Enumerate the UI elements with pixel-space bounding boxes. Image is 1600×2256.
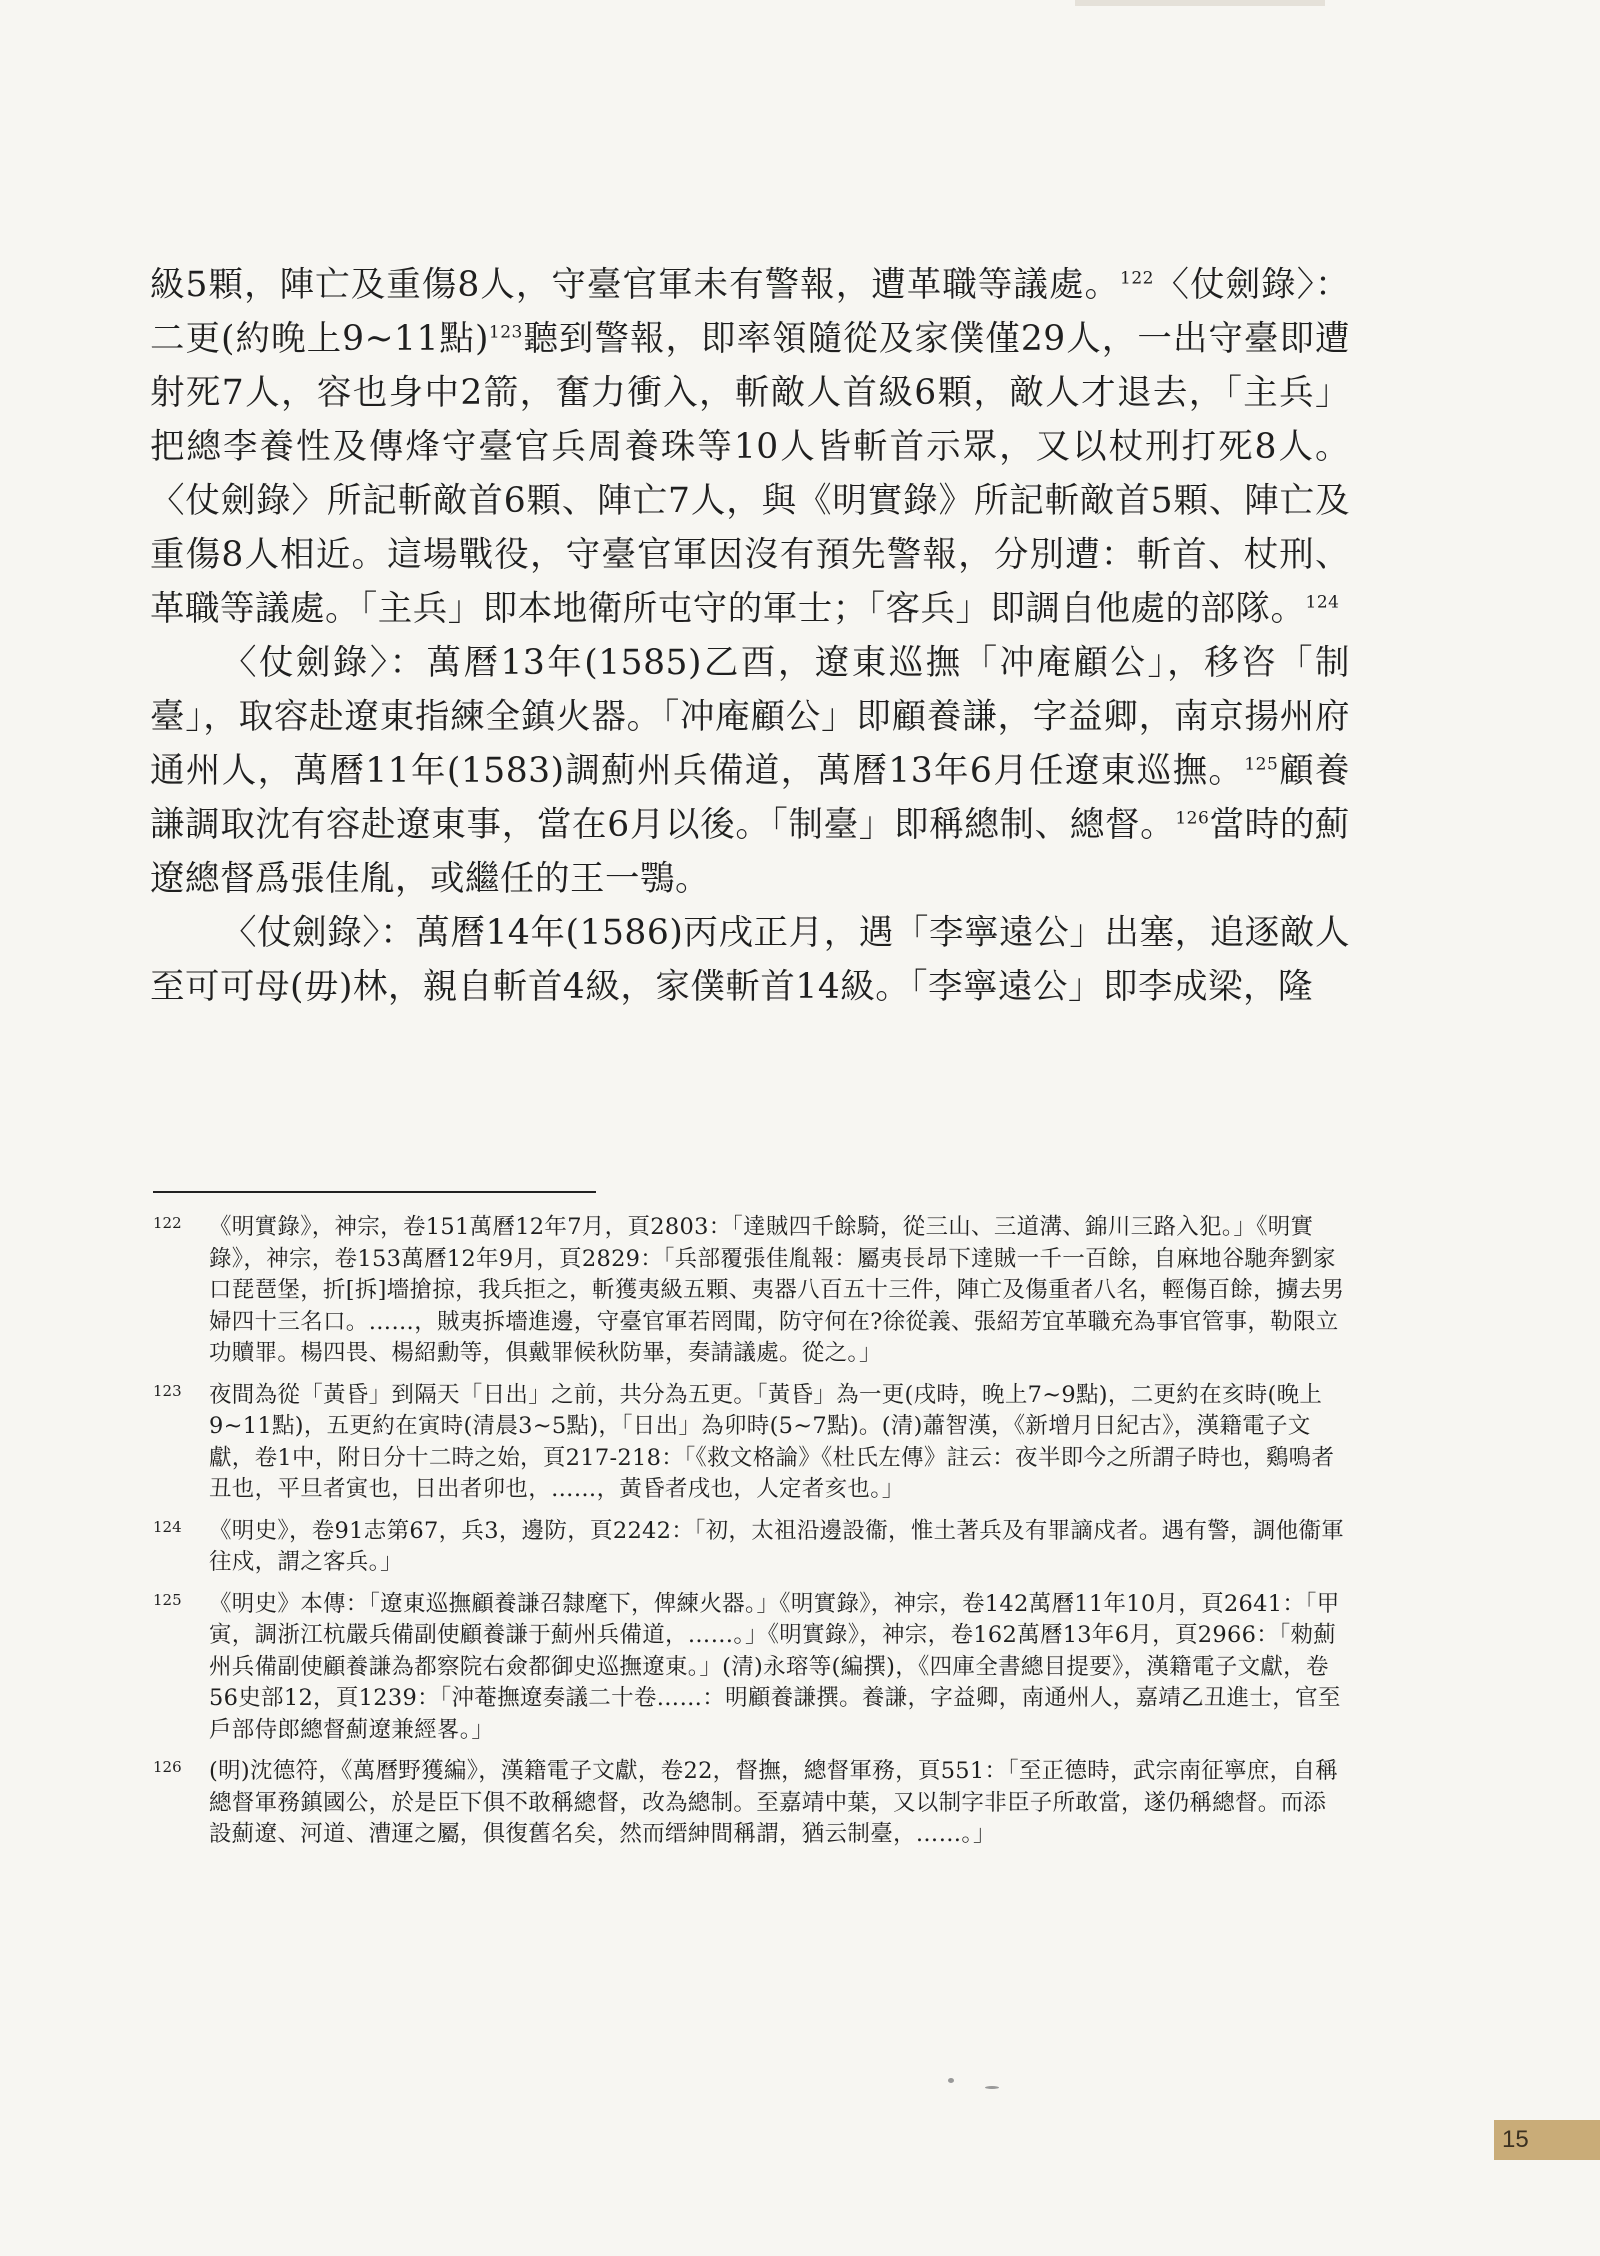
footnote-number: 125 xyxy=(153,1590,182,1609)
footnote-text: (明)沈德符，《萬曆野獲編》，漢籍電子文獻，卷22，督撫，總督軍務，頁551：「至正德時，武宗南征寧庶，自稱總督軍務鎮國公，於是臣下俱不敢稱總督，改為總制。至嘉靖中葉，又以制字非臣子所敢當，遂仍稱總督。而添設薊遼、河道、漕運之屬，俱復舊名矣，然而缙紳間稱謂，猶云制臺，……。」 xyxy=(209,1758,1339,1847)
footnote-ref-126[interactable]: 126 xyxy=(1175,808,1210,829)
footnote-text: 《明實錄》，神宗，卷151萬曆12年7月，頁2803：「達賊四千餘騎，從三山、三道溝、錦川三路入犯。」《明實錄》，神宗，卷153萬曆12年9月，頁2829：「兵部覆張佳胤報：屬夷長昂下達賊一千一百餘，自麻地谷馳奔劉家口琵琶堡，折[拆]墻搶掠，我兵拒之，斬獲夷級五顆、夷器八百五十三件，陣亡及傷重者八名，輕傷百餘，擄去男婦四十三名口。……，賊夷拆墻進邊，守臺官軍若罔聞，防守何在?徐從義、張紹芳宜革職充為事官管事，勒限立功贖罪。楊四畏、楊紹勳等，俱戴罪候秋防畢，奏請議處。從之。」 xyxy=(209,1214,1345,1366)
footnote-ref-123[interactable]: 123 xyxy=(488,322,523,343)
footnote-divider xyxy=(153,1191,596,1193)
footnote-item xyxy=(153,1756,1348,1851)
paragraph-1 xyxy=(150,258,1350,636)
footnote-item xyxy=(153,1380,1348,1506)
footnote-number: 123 xyxy=(153,1381,182,1400)
page-number: 15 xyxy=(1502,2126,1529,2153)
footnote-ref-124[interactable]: 124 xyxy=(1305,592,1340,613)
footnote-item xyxy=(153,1589,1348,1747)
paragraph-text: 〈仗劍錄〉：萬曆14年(1586)丙戌正月，遇「李寧遠公」出塞，追逐敵人至可可母(毋)林，親自斬首4級，家僕斬首14級。「李寧遠公」即李成梁，隆 xyxy=(150,913,1350,1007)
footnote-ref-125[interactable]: 125 xyxy=(1244,754,1279,775)
main-text xyxy=(150,258,1350,1014)
paragraph-text: 聽到警報，即率領隨從及家僕僅29人，一出守臺即遭射死7人，容也身中2箭，奮力衝入，斬敵人首級6顆，敵人才退去，「主兵」把總李養性及傳烽守臺官兵周養珠等10人皆斬首示眾，又以杖刑打死8人。〈仗劍錄〉所記斬敵首6顆、陣亡7人，與《明實錄》所記斬敵首5顆、陣亡及重傷8人相近。這場戰役，守臺官軍因沒有預先警報，分別遭：斬首、杖刑、革職等議處。「主兵」即本地衛所屯守的軍士；「客兵」即調自他處的部隊。 xyxy=(150,319,1350,629)
footnotes xyxy=(153,1212,1348,1861)
footnote-ref-122[interactable]: 122 xyxy=(1120,268,1154,289)
scan-speck xyxy=(948,2078,954,2083)
paragraph-text: 〈仗劍錄〉：萬曆13年(1585)乙酉，遼東巡撫「冲庵顧公」，移咨「制臺」，取容赴遼東指練全鎮火器。「冲庵顧公」即顧養謙，字益卿，南京揚州府通州人，萬曆11年(1583)調薊州兵備道，萬曆13年6月任遼東巡撫。 xyxy=(150,643,1350,791)
footnote-text: 夜間為從「黃昏」到隔天「日出」之前，共分為五更。「黃昏」為一更(戌時，晚上7~9點)，二更約在亥時(晚上9~11點)，五更約在寅時(清晨3~5點)，「日出」為卯時(5~7點)。(清)蕭智漢，《新增月日紀古》，漢籍電子文獻，卷1中，附日分十二時之始，頁217-218：「《救文格論》《杜氏左傳》註云：夜半即今之所謂子時也，鷄鳴者丑也，平旦者寅也，日出者卯也，……，黃昏者戌也，人定者亥也。」 xyxy=(209,1381,1335,1502)
paragraph-text: 顧養謙調取沈有容赴遼東事，當在6月以後。「制臺」即稱總制、總督。 xyxy=(150,751,1351,845)
scan-mark xyxy=(1075,0,1325,6)
paragraph-3 xyxy=(150,906,1350,1014)
footnote-text: 《明史》本傳：「遼東巡撫顧養謙召隸麾下，俾練火器。」《明實錄》，神宗，卷142萬曆11年10月，頁2641：「甲寅，調浙江杭嚴兵備副使顧養謙于薊州兵備道，……。」《明實錄》，神宗，卷162萬曆13年6月，頁2966：「勑薊州兵備副使顧養謙為都察院右僉都御史巡撫遼東。」(清)永瑢等(編撰)，《四庫全書總目提要》，漢籍電子文獻，卷56史部12，頁1239：「沖菴撫遼奏議二十卷……：明顧養謙撰。養謙，字益卿，南通州人，嘉靖乙丑進士，官至戶部侍郎總督薊遼兼經畧。」 xyxy=(209,1590,1341,1743)
page-number-tab xyxy=(1494,2120,1600,2160)
footnote-number: 124 xyxy=(153,1517,182,1536)
paragraph-text: 當時的薊遼總督爲張佳胤，或繼任的王一鶚。 xyxy=(150,805,1350,899)
footnote-number: 122 xyxy=(153,1214,182,1232)
footnote-item xyxy=(153,1516,1348,1579)
footnote-text: 《明史》，卷91志第67，兵3，邊防，頁2242：「初，太祖沿邊設衞，惟土著兵及有罪謫戍者。遇有警，調他衞軍往戍，謂之客兵。」 xyxy=(209,1517,1345,1575)
footnote-item xyxy=(153,1212,1348,1370)
paragraph-text: 級5顆，陣亡及重傷8人，守臺官軍未有警報，遭革職等議處。 xyxy=(150,265,1121,305)
paragraph-2 xyxy=(150,636,1350,906)
scan-speck xyxy=(985,2086,999,2089)
paragraph-text: 〈仗劍錄〉：二更(約晚上9~11點) xyxy=(150,265,1350,359)
footnote-number: 126 xyxy=(153,1758,182,1776)
